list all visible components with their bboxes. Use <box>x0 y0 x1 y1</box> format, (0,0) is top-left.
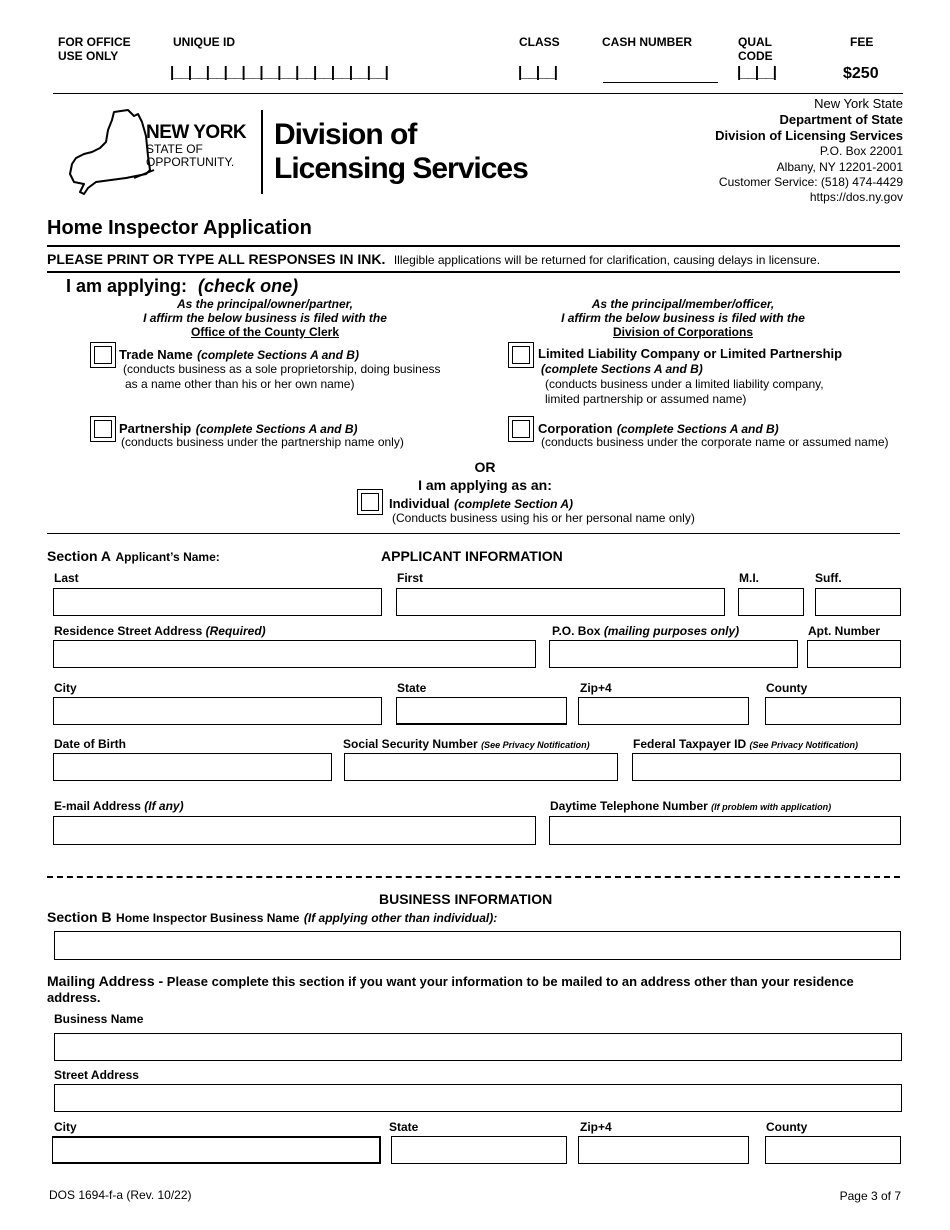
mailing-zip-field[interactable] <box>578 1136 749 1164</box>
right-header-line2: I affirm the below business is filed with the <box>561 311 805 325</box>
cash-number-label: CASH NUMBER <box>602 35 692 49</box>
mailing-business-name-field[interactable] <box>54 1033 902 1061</box>
left-header-line3: Office of the County Clerk <box>190 325 339 339</box>
llc-desc <box>545 377 824 407</box>
llc-desc-line1: (conducts business under a limited liability company, <box>545 377 824 391</box>
email-note: (If any) <box>144 799 184 813</box>
last-name-label: Last <box>54 571 79 585</box>
instruction-bold: PLEASE PRINT OR TYPE ALL RESPONSES IN INK. <box>47 251 386 267</box>
suffix-field[interactable] <box>815 588 901 616</box>
section-a-heading <box>47 548 220 566</box>
mailing-address-label: Mailing Address - <box>47 973 164 989</box>
instruction-rule <box>47 271 900 273</box>
trade-name-desc <box>123 362 441 392</box>
residence-address-label-text: Residence Street Address <box>54 624 203 638</box>
zip-label: Zip+4 <box>580 681 612 695</box>
section-b-heading <box>47 909 497 927</box>
email-label <box>54 799 184 813</box>
fein-field[interactable] <box>632 753 901 781</box>
phone-label-text: Daytime Telephone Number <box>550 799 708 813</box>
state-field[interactable] <box>396 697 567 725</box>
trade-name-label: Trade Name <box>119 347 193 362</box>
po-box-note: (mailing purposes only) <box>603 624 740 638</box>
unique-id-slots[interactable]: |__|__|__|__|__|__|__|__|__|__|__|__| <box>170 64 388 81</box>
page-title: Home Inspector Application <box>47 217 312 239</box>
mailing-city-label: City <box>54 1120 77 1134</box>
county-field[interactable] <box>765 697 901 725</box>
address-city: Albany, NY 12201-2001 <box>776 160 903 174</box>
individual-checkbox[interactable] <box>357 489 383 515</box>
logo-divider <box>261 110 263 194</box>
ny-wordmark-line1: NEW YORK <box>146 122 247 143</box>
mailing-business-name-label: Business Name <box>54 1012 144 1026</box>
address-division: Division of Licensing Services <box>715 128 903 143</box>
section-b-dashed-divider <box>47 876 900 878</box>
page-number: Page 3 of 7 <box>839 1189 901 1203</box>
trade-name-checkbox[interactable] <box>90 342 116 368</box>
applying-heading <box>66 276 298 297</box>
new-york-state-map-icon <box>66 108 156 196</box>
qual-code-label: QUAL CODE <box>738 35 773 63</box>
mi-label: M.I. <box>739 571 759 585</box>
mailing-street-label: Street Address <box>54 1068 139 1082</box>
unique-id-label: UNIQUE ID <box>173 35 236 49</box>
ssn-note: (See Privacy Notification) <box>481 740 590 750</box>
apt-number-field[interactable] <box>807 640 901 668</box>
mailing-state-field[interactable] <box>391 1136 567 1164</box>
po-box-field[interactable] <box>549 640 798 668</box>
mailing-city-field[interactable] <box>52 1136 381 1164</box>
phone-note: (If problem with application) <box>711 802 832 812</box>
dob-label: Date of Birth <box>54 737 126 751</box>
for-office-use-label: FOR OFFICE USE ONLY <box>58 35 131 63</box>
llc-sections: (complete Sections A and B) <box>541 362 703 376</box>
po-box-label <box>552 624 739 638</box>
header-divider <box>53 93 903 94</box>
fein-note: (See Privacy Notification) <box>749 740 859 750</box>
business-name-note: (If applying other than individual): <box>303 911 498 925</box>
city-field[interactable] <box>53 697 382 725</box>
fee-label: FEE <box>850 35 874 49</box>
ssn-field[interactable] <box>344 753 618 781</box>
qual-code-slots[interactable]: |__|__| <box>737 64 776 81</box>
residence-required-note: (Required) <box>205 624 266 638</box>
division-title-line2: Licensing Services <box>274 152 528 185</box>
individual-label: Individual <box>389 496 450 511</box>
business-information-heading: BUSINESS INFORMATION <box>379 891 553 907</box>
first-name-field[interactable] <box>396 588 725 616</box>
corporation-label: Corporation <box>538 421 613 436</box>
section-b-label: Section B <box>47 909 112 925</box>
mailing-address-text: Please complete this section if you want your information to be mailed to an address other than your residence address. <box>47 974 854 1005</box>
corporation-sections: (complete Sections A and B) <box>616 422 779 436</box>
mi-field[interactable] <box>738 588 804 616</box>
email-field[interactable] <box>53 816 536 845</box>
left-header-line1: As the principal/owner/partner, <box>176 297 354 311</box>
or-label: OR <box>474 459 496 475</box>
partnership-desc: (conducts business under the partnership name only) <box>121 435 404 449</box>
section-a-label: Section A <box>47 548 112 564</box>
business-name-label: Home Inspector Business Name <box>116 911 300 925</box>
mailing-zip-label: Zip+4 <box>580 1120 612 1134</box>
llc-desc-line2: limited partnership or assumed name) <box>545 392 747 406</box>
class-label: CLASS <box>519 35 560 49</box>
agency-address <box>643 96 903 205</box>
residence-address-field[interactable] <box>53 640 536 668</box>
corporation-desc: (conducts business under the corporate name or assumed name) <box>541 435 889 449</box>
county-clerk-header <box>100 297 430 339</box>
instructions <box>47 251 820 269</box>
applicant-information-heading: APPLICANT INFORMATION <box>381 548 563 564</box>
zip-field[interactable] <box>578 697 749 725</box>
ny-wordmark-line2: STATE OF <box>146 142 203 156</box>
ssn-label-text: Social Security Number <box>343 737 478 751</box>
fee-value: $250 <box>843 65 879 82</box>
fein-label <box>633 737 858 751</box>
address-po-box: P.O. Box 22001 <box>819 144 903 158</box>
llc-checkbox[interactable] <box>508 342 534 368</box>
section-a-divider <box>47 533 900 534</box>
corporations-header <box>518 297 848 339</box>
title-rule <box>47 245 900 247</box>
corporation-checkbox[interactable] <box>508 416 534 442</box>
first-name-label: First <box>397 571 424 585</box>
division-title-line1: Division of <box>274 118 417 151</box>
trade-name-sections: (complete Sections A and B) <box>197 348 359 362</box>
fein-label-text: Federal Taxpayer ID <box>633 737 747 751</box>
mailing-street-field[interactable] <box>54 1084 902 1112</box>
llc-label: Limited Liability Company or Limited Partnership <box>538 346 843 361</box>
applying-heading-text: I am applying: <box>66 276 188 296</box>
ssn-label <box>343 737 590 751</box>
email-label-text: E-mail Address <box>54 799 141 813</box>
right-header-line1: As the principal/member/officer, <box>591 297 775 311</box>
individual-desc: (Conducts business using his or her personal name only) <box>392 511 695 525</box>
individual-sections: (complete Section A) <box>454 497 574 511</box>
applying-as-label: I am applying as an: <box>418 477 552 493</box>
suffix-label: Suff. <box>815 571 842 585</box>
mailing-county-label: County <box>766 1120 808 1134</box>
last-name-field[interactable] <box>53 588 382 616</box>
instruction-normal: Illegible applications will be returned for clarification, causing delays in licensure. <box>393 253 821 267</box>
trade-name-desc-line1: (conducts business as a sole proprietorship, doing business <box>123 362 441 376</box>
address-website[interactable]: https://dos.ny.gov <box>809 190 903 204</box>
po-box-label-text: P.O. Box <box>552 624 601 638</box>
address-customer-service: Customer Service: (518) 474-4429 <box>718 175 903 189</box>
cash-number-line[interactable] <box>603 82 718 83</box>
right-header-line3: Division of Corporations <box>612 325 753 339</box>
address-department: Department of State <box>779 112 903 127</box>
class-slots[interactable]: |__|__| <box>518 64 557 81</box>
apt-number-label: Apt. Number <box>808 624 880 638</box>
business-name-field[interactable] <box>54 931 901 960</box>
residence-address-label <box>54 624 266 638</box>
mailing-address-heading <box>47 973 887 1006</box>
trade-name-desc-line2: as a name other than his or her own name) <box>125 377 355 391</box>
form-number: DOS 1694-f-a (Rev. 10/22) <box>49 1188 192 1202</box>
city-label: City <box>54 681 77 695</box>
county-label: County <box>766 681 808 695</box>
ny-wordmark-line3: OPPORTUNITY. <box>146 155 235 169</box>
section-a-sublabel: Applicant’s Name: <box>115 550 220 564</box>
applying-heading-italic: (check one) <box>198 276 299 296</box>
address-state: New York State <box>814 96 903 111</box>
partnership-sections: (complete Sections A and B) <box>195 422 358 436</box>
left-header-line2: I affirm the below business is filed with the <box>143 311 387 325</box>
partnership-checkbox[interactable] <box>90 416 116 442</box>
partnership-label: Partnership <box>119 421 192 436</box>
phone-field[interactable] <box>549 816 901 845</box>
phone-label <box>550 799 831 813</box>
dob-field[interactable] <box>53 753 332 781</box>
mailing-state-label: State <box>389 1120 419 1134</box>
mailing-county-field[interactable] <box>765 1136 901 1164</box>
state-label: State <box>397 681 427 695</box>
